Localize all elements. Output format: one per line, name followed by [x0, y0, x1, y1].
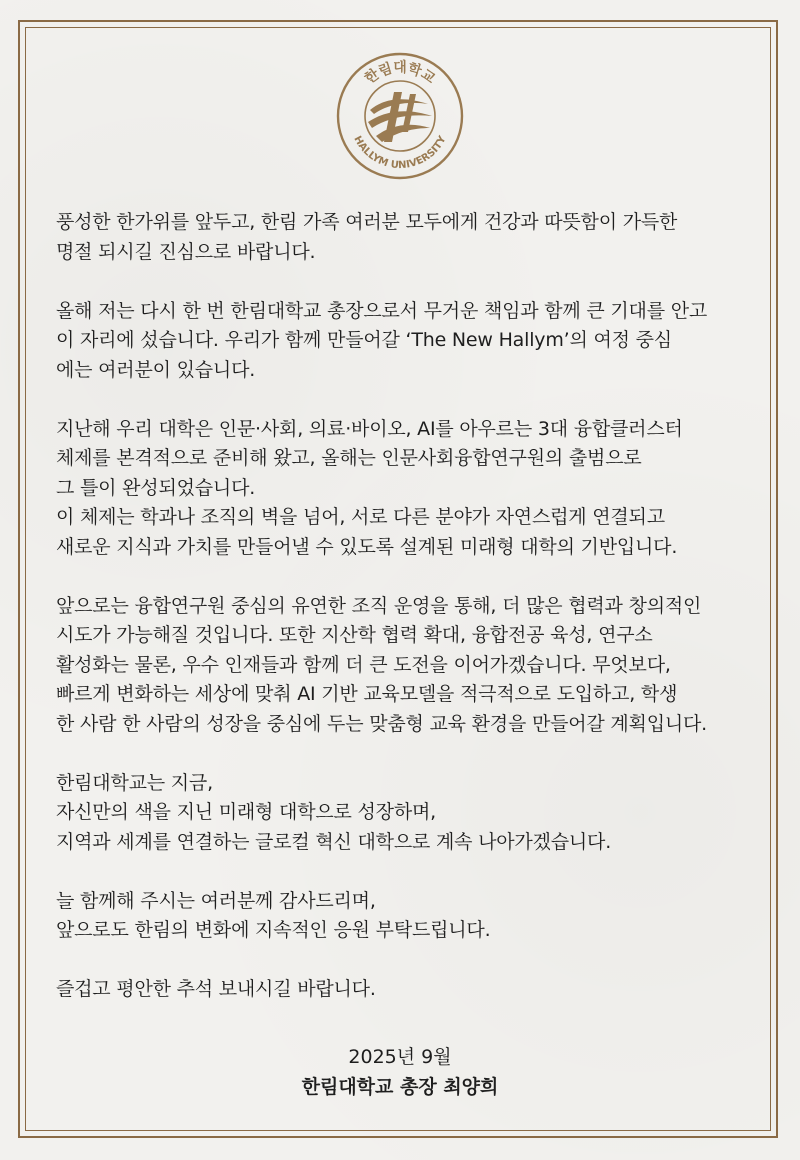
letter-line: 한 사람 한 사람의 성장을 중심에 두는 맞춤형 교육 환경을 만들어갈 계획입니다.: [56, 712, 708, 735]
letter-line: 지역과 세계를 연결하는 글로컬 혁신 대학으로 계속 나아가겠습니다.: [56, 830, 612, 853]
letter-line: 활성화는 물론, 우수 인재들과 함께 더 큰 도전을 이어가겠습니다. 무엇보다,: [56, 653, 671, 676]
letter-line: 즐겁고 평안한 추석 보내시길 바랍니다.: [56, 978, 376, 1000]
letter-paragraph: [56, 975, 756, 1005]
letter-paragraph: [56, 769, 756, 858]
letter-line: 이 자리에 섰습니다. 우리가 함께 만들어갈 ‘The New Hallym’의 여정 중심: [56, 329, 672, 351]
letter-paragraph: [56, 297, 756, 386]
emblem-text-english: [351, 134, 449, 171]
emblem-korean-path: 한림대학교: [362, 60, 438, 88]
letter-line: 명절 되시길 진심으로 바랍니다.: [56, 240, 316, 263]
letter-body: [56, 208, 756, 1034]
letter-line: 한림대학교는 지금,: [56, 771, 213, 794]
letter-line: 자신만의 색을 지닌 미래형 대학으로 성장하며,: [56, 801, 436, 823]
letter-line: 시도가 가능해질 것입니다. 또한 지산학 협력 확대, 융합전공 육성, 연구소: [56, 624, 653, 646]
emblem-english-path: HALLYM UNIVERSITY: [351, 134, 449, 172]
letter-paragraph: [56, 887, 756, 946]
letter-line: 풍성한 한가위를 앞두고, 한림 가족 여러분 모두에게 건강과 따뜻함이 가득한: [56, 211, 678, 233]
letter-line: 이 체제는 학과나 조직의 벽을 넘어, 서로 다른 분야가 자연스럽게 연결되고: [56, 506, 665, 528]
hallym-university-emblem: [336, 52, 464, 180]
letter-line: 체제를 본격적으로 준비해 왔고, 올해는 인문사회융합연구원의 출범으로: [56, 447, 642, 469]
letter-line: 새로운 지식과 가치를 만들어낼 수 있도록 설계된 미래형 대학의 기반입니다.: [56, 535, 678, 558]
letter-line: 늘 함께해 주시는 여러분께 감사드리며,: [56, 889, 376, 912]
letter-line: 앞으로는 융합연구원 중심의 유연한 조직 운영을 통해, 더 많은 협력과 창의적인: [56, 594, 702, 617]
letter-line: 그 틀이 완성되었습니다.: [56, 476, 256, 499]
emblem-text-korean: [361, 59, 439, 88]
signature-name: 한림대학교 총장 최양희: [301, 1076, 499, 1098]
letter-date: 2025년 9월: [348, 1046, 452, 1068]
letter-line: 빠르게 변화하는 세상에 맞춰 AI 기반 교육모델을 적극적으로 도입하고, 학생: [56, 683, 678, 705]
emblem-wave-mark: [368, 92, 432, 142]
letter-paragraph: [56, 415, 756, 563]
letter-line: 올해 저는 다시 한 번 한림대학교 총장으로서 무거운 책임과 함께 큰 기대를 안고: [56, 299, 708, 322]
letter-line: 지난해 우리 대학은 인문·사회, 의료·바이오, AI를 아우르는 3대 융합클러스터: [56, 417, 683, 440]
letter-line: 앞으로도 한림의 변화에 지속적인 응원 부탁드립니다.: [56, 919, 491, 941]
signature-block: [0, 1042, 800, 1102]
letter-paragraph: [56, 592, 756, 740]
letter-line: 에는 여러분이 있습니다.: [56, 358, 256, 381]
letter-paragraph: [56, 208, 756, 267]
